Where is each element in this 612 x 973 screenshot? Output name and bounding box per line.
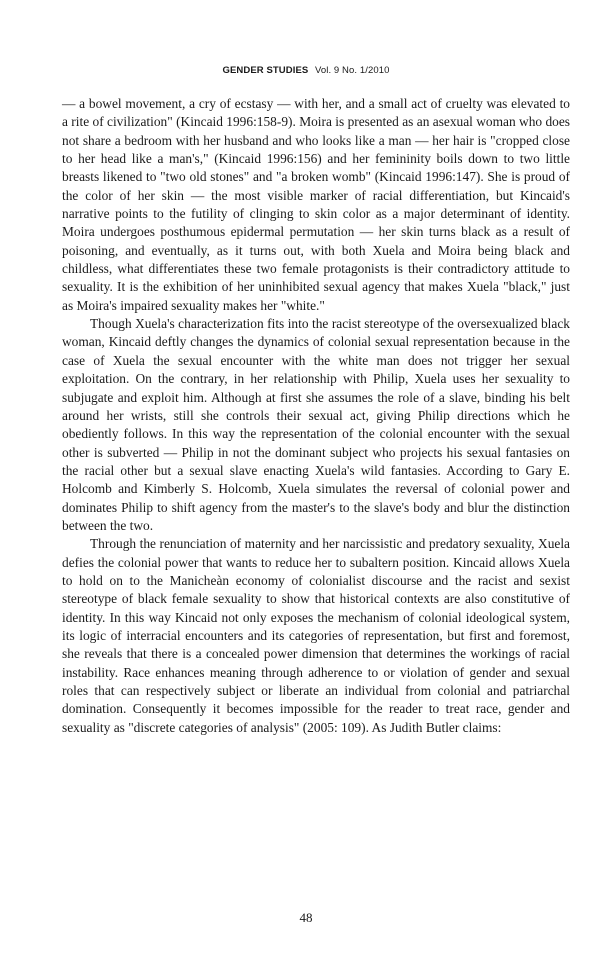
paragraph-2: Though Xuela's characterization fits into the racist stereotype of the oversexualized black woman, Kincaid deftly changes the dynamics of colonial sexual representation because in the case of Xuela the sexual encounter with the white man does not trigger her sexual exploitation. On the contrary, in her relationship with Philip, Xuela uses her sexuality to subjugate and exploit him. Although at first she assumes the role of a slave, binding his belt around her wrists, still she controls their sexual act, giving Philip directions which he obediently follows. In this way the representation of the colonial encounter with the sexual other is subverted — Philip in not the dominant subject who projects his sexual fantasies on the racial other but a sexual slave enacting Xuela's wild fantasies. According to Gary E. Holcomb and Kimberly S. Holcomb, Xuela simulates the reversal of colonial power and dominates Philip to shift agency from the master's to the slave's body and blur the distinction between the two. [62, 316, 570, 533]
paragraph-1: — a bowel movement, a cry of ecstasy — with her, and a small act of cruelty was elevated to a rite of civilization" (Kincaid 1996:158-9). Moira is presented as an asexual woman who does not share a bedroom with her husband and who looks like a man — her hair is "cropped close to her head like a man's," (Kincaid 1996:156) and her femininity boils down to two little breasts likened to "two old stones" and "a broken womb" (Kincaid 1996:147). She is proud of the color of her skin — the most visible marker of racial differentiation, but Kincaid's narrative points to the futility of clinging to skin color as a major determinant of identity. Moira undergoes posthumous epidermal permutation — her skin turns black as a result of poisoning, and eventually, as it turns out, with both Xuela and Moira being black and childless, what differentiates these two female protagonists is their contradictory attitude to sexuality. It is the exhibition of her uninhibited sexual agency that makes Xuela "black," just as Moira's impaired sexuality makes her "white." [62, 96, 570, 313]
article-body [62, 95, 570, 737]
issue-info: Vol. 9 No. 1/2010 [314, 65, 390, 76]
page-number: 48 [299, 910, 313, 925]
running-header [0, 65, 612, 76]
journal-title: GENDER STUDIES [222, 65, 309, 76]
paragraph-3: Through the renunciation of maternity and her narcissistic and predatory sexuality, Xuela defies the colonial power that wants to reduce her to subaltern position. Kincaid allows Xuela to hold on to the Manicheàn economy of colonialist discourse and the racist and sexist stereotype of black female sexuality to show that historical contexts are also constitutive of identity. In this way Kincaid not only exposes the mechanism of colonial ideological system, its logic of interracial encounters and its categories of representation, but first and foremost, she reveals that there is a concealed power dimension that determines the workings of racial instability. Race enhances meaning through adherence to or violation of gender and sexual roles that can respectively subject or liberate an individual from colonial and patriarchal domination. Consequently it becomes impossible for the reader to treat race, gender and sexuality as "discrete categories of analysis" (2005: 109). As Judith Butler claims: [62, 536, 570, 735]
